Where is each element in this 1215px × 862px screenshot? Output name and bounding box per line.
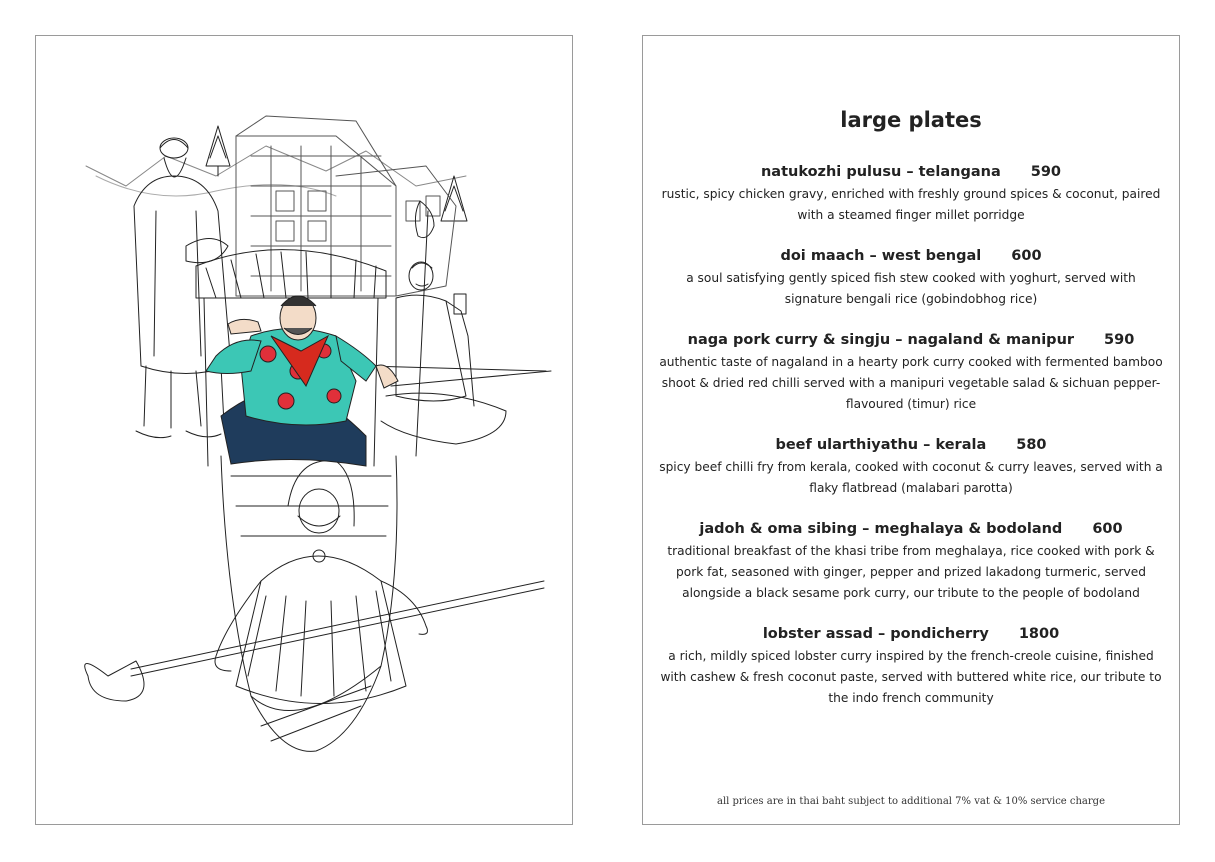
menu-item-description: traditional breakfast of the khasi tribe from meghalaya, rice cooked with pork & pork fat, seasoned with ginger, pepper and prized lakadong turmeric, served alongside a black sesame pork curry, our tribute to the people of bodoland — [667, 544, 1155, 600]
menu-item-description: authentic taste of nagaland in a hearty pork curry cooked with fermented bamboo shoot & dried red chilli served with a manipuri vegetable salad & sichuan pepper-flavoured (timur) rice — [659, 355, 1163, 411]
menu-item-description: rustic, spicy chicken gravy, enriched with freshly ground spices & coconut, paired with a steamed finger millet porridge — [661, 187, 1161, 222]
menu-item-description: a soul satisfying gently spiced fish stew cooked with yoghurt, served with signature bengali rice (gobindobhog rice) — [686, 271, 1136, 306]
menu-item-name: naga pork curry & singju – nagaland & manipur — [687, 332, 1075, 348]
menu-section-title: large plates — [840, 108, 982, 132]
menu-item-heading — [657, 162, 1165, 182]
menu-item-price: 580 — [1016, 437, 1047, 453]
illustration-page — [35, 35, 573, 825]
menu-item-price: 1800 — [1018, 626, 1060, 642]
menu-item-price: 600 — [1092, 521, 1123, 537]
kashmir-boat-illustration — [36, 36, 572, 824]
menu-item-list — [657, 162, 1165, 729]
menu-item-heading — [657, 330, 1165, 350]
menu-item-name: jadoh & oma sibing – meghalaya & bodoland — [699, 521, 1063, 537]
menu-item — [657, 330, 1165, 415]
menu-item — [657, 246, 1165, 310]
menu-item-name: doi maach – west bengal — [780, 248, 982, 264]
menu-item-name: lobster assad – pondicherry — [762, 626, 989, 642]
menu-item — [657, 162, 1165, 226]
menu-item-description: spicy beef chilli fry from kerala, cooked with coconut & curry leaves, served with a flaky flatbread (malabari parotta) — [659, 460, 1163, 495]
menu-item-name: beef ularthiyathu – kerala — [775, 437, 987, 453]
price-footnote: all prices are in thai baht subject to additional 7% vat & 10% service charge — [716, 796, 1105, 807]
menu-item — [657, 519, 1165, 604]
menu-item — [657, 435, 1165, 499]
menu-item-price: 600 — [1011, 248, 1042, 264]
menu-item-heading — [657, 246, 1165, 266]
menu-page — [642, 35, 1180, 825]
menu-item-description: a rich, mildly spiced lobster curry inspired by the french-creole cuisine, finished with cashew & fresh coconut paste, served with buttered white rice, our tribute to the indo french community — [660, 649, 1162, 705]
menu-item-heading — [657, 624, 1165, 644]
menu-item-name: natukozhi pulusu – telangana — [760, 164, 1001, 180]
menu-item-price: 590 — [1030, 164, 1062, 180]
menu-item — [657, 624, 1165, 709]
menu-item-heading — [657, 519, 1165, 539]
menu-item-price: 590 — [1104, 332, 1135, 348]
menu-item-heading — [657, 435, 1165, 455]
